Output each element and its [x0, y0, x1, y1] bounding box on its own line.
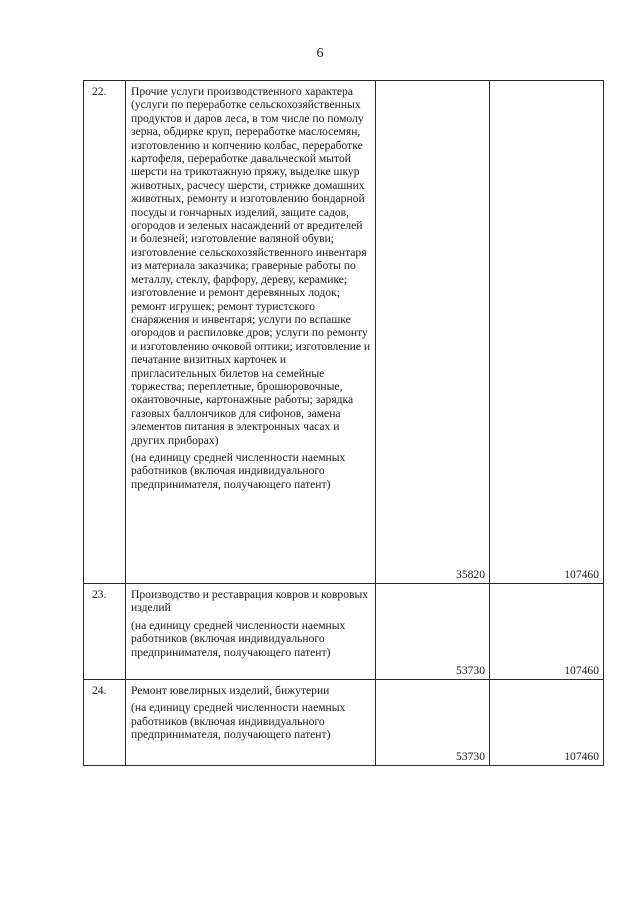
row-number: 24. [84, 680, 126, 766]
value-cell-2: 107460 [490, 81, 604, 584]
value-cell-1: 35820 [376, 81, 490, 584]
services-table [83, 80, 604, 766]
value-cell-2: 107460 [490, 584, 604, 680]
service-description-cell [126, 680, 376, 766]
value-cell-1: 53730 [376, 584, 490, 680]
table-row [84, 584, 604, 680]
value-cell-2: 107460 [490, 680, 604, 766]
service-description: Производство и реставрация ковров и ковровых изделий [131, 588, 369, 615]
service-description-cell [126, 81, 376, 584]
service-description-cell [126, 584, 376, 680]
row-number: 23. [84, 584, 126, 680]
page-number: 6 [316, 46, 324, 61]
table-row [84, 81, 604, 584]
service-note: (на единицу средней численности наемных работников (включая индивидуального предпринимателя, получающего патент) [131, 618, 346, 659]
service-description: Прочие услуги производственного характера (услуги по переработке сельскохозяйственных продуктов и даров леса, в том числе по помолу зерна, обдирке круп, переработке маслосемян, изготовлению и копчению колбас, переработке картофеля, переработке давальческой мытой шерсти на трикотажную пряжу, выделке шкур животных, расчесу шерсти, стрижке домашних животных, ремонту и изготовлению бондарной посуды и гончарных изделий, защите садов, огородов и зеленых насаждений от вредителей и болезней; изготовление валяной обуви; изготовление сельскохозяйственного инвентаря из материала заказчика; граверные работы по металлу, стеклу, фарфору, дереву, керамике; изготовление и ремонт деревянных лодок; ремонт игрушек; ремонт туристского снаряжения и инвентаря; услуги по вспашке огородов и распиловке дров; услуги по ремонту и изготовлению очковой оптики; изготовление и печатание визитных карточек и пригласительных билетов на семейные торжества; переплетные, брошюровочные, окантовочные, картонажные работы; зарядка газовых баллончиков для сифонов, замена элементов питания в электронных часах и других приборах) [131, 85, 371, 447]
row-number: 22. [84, 81, 126, 584]
service-description: Ремонт ювелирных изделий, бижутерии [131, 684, 330, 697]
service-note: (на единицу средней численности наемных работников (включая индивидуального предпринимателя, получающего патент) [131, 450, 346, 491]
table-row [84, 680, 604, 766]
service-note: (на единицу средней численности наемных работников (включая индивидуального предпринимателя, получающего патент) [131, 701, 346, 742]
value-cell-1: 53730 [376, 680, 490, 766]
